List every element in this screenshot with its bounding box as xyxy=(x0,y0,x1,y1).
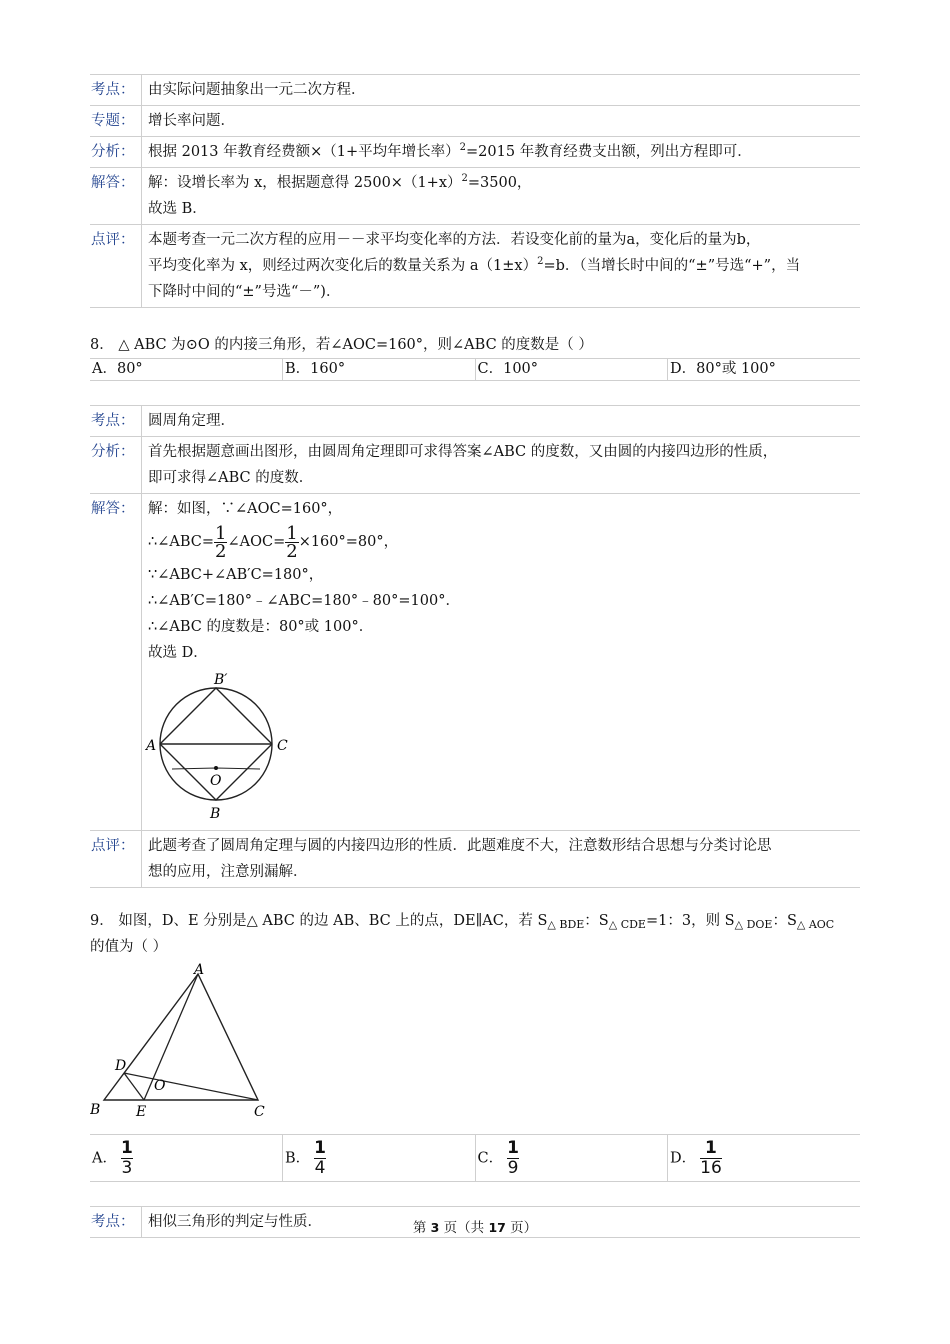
q7-kaodian-text: 由实际问题抽象出一元二次方程． xyxy=(142,75,861,106)
jieda-label: 解答： xyxy=(90,168,142,225)
q8-option-c[interactable]: C．100° xyxy=(475,359,668,381)
dianping-label: 点评： xyxy=(90,225,142,308)
q8-option-a[interactable]: A．80° xyxy=(90,359,283,381)
fraction-half: $\frac{1}{2}$ xyxy=(215,522,227,562)
q8-kaodian-row xyxy=(90,406,860,437)
q8-stem: 8． △ ABC 为⊙O 的内接三角形，若∠AOC=160°，则∠ABC 的度数是（ ） xyxy=(90,337,593,353)
q7-analysis-table xyxy=(90,74,860,308)
label-a: A xyxy=(194,962,205,978)
q8-option-d[interactable]: D．80°或 100° xyxy=(668,359,861,381)
q8-dianping-row xyxy=(90,831,860,888)
q9-stem: 9． 如图，D、E 分别是△ ABC 的边 AB、BC 上的点，DE∥AC，若 $S_{\triangle BDE}$：$S_{\triangle CDE}=1$：3，则 $S_{\triangle DOE}$：$S_{\triangle AOC}$ xyxy=(90,913,835,931)
label-a: A xyxy=(146,738,157,754)
label-e: E xyxy=(136,1104,147,1120)
q7-zhuanti-text: 增长率问题． xyxy=(142,106,861,137)
circle-figure xyxy=(144,668,304,828)
q9-options xyxy=(90,1134,860,1182)
triangle-figure xyxy=(90,962,290,1122)
q7-kaodian-row xyxy=(90,75,860,106)
q8-fenxi-row xyxy=(90,437,860,494)
q9-option-d[interactable]: D． $\frac{1}{16}$ xyxy=(668,1135,861,1182)
q7-fenxi-row xyxy=(90,137,860,168)
page-total: 17 xyxy=(488,1220,506,1235)
label-o: O xyxy=(154,1078,166,1094)
kaodian-label: 考点： xyxy=(90,406,142,437)
q8-dianping-text: 此题考查了圆周角定理与圆的内接四边形的性质．此题难度不大，注意数形结合思想与分类讨论思 想的应用，注意别漏解． xyxy=(142,831,861,888)
fenxi-label: 分析： xyxy=(90,137,142,168)
zhuanti-label: 专题： xyxy=(90,106,142,137)
q7-dianping-row xyxy=(90,225,860,308)
q9-kaodian-text: 相似三角形的判定与性质． xyxy=(142,1207,861,1238)
label-o: O xyxy=(210,773,222,789)
q8-jieda-text: 解：如图，∵∠AOC=160°， ∴∠ABC= $\frac{1}{2}$ ∠AOC= $\frac{1}{2}$ ×160°=80°， ∵∠ABC+∠AB′C=180°， ∴∠AB′C=180°﹣∠ABC=180°﹣80°=100°． ∴∠ABC 的度数是：80°或 100°． 故选 D． B′ A C O B xyxy=(142,494,861,831)
kaodian-label: 考点： xyxy=(90,1207,142,1238)
fraction-half: $\frac{1}{2}$ xyxy=(286,522,298,562)
q7-jieda-text: 解：设增长率为 x，根据题意得 $2500\times(1+x)^2=3500$， 故选 B． xyxy=(142,168,861,225)
jieda-label: 解答： xyxy=(90,494,142,831)
fenxi-label: 分析： xyxy=(90,437,142,494)
dianping-label: 点评： xyxy=(90,831,142,888)
q7-dianping-text: 本题考查一元二次方程的应用－－求平均变化率的方法．若设变化前的量为a，变化后的量为b， 平均变化率为 x，则经过两次变化后的数量关系为 $a(1\pm x)^2=b$．（当增长时中间的“±”号选“+”，当 下降时中间的“±”号选“－”)． xyxy=(142,225,861,308)
label-b-prime: B′ xyxy=(214,672,228,688)
label-c: C xyxy=(254,1104,265,1120)
page-number: 3 xyxy=(430,1220,440,1235)
q7-jieda-row xyxy=(90,168,860,225)
label-c: C xyxy=(277,738,288,754)
q8-option-b[interactable]: B．160° xyxy=(283,359,476,381)
q8-fenxi-text: 首先根据题意画出图形，由圆周角定理即可求得答案∠ABC 的度数，又由圆的内接四边形的性质， 即可求得∠ABC 的度数． xyxy=(142,437,861,494)
q7-fenxi-text: 根据 2013 年教育经费额×（1+平均年增长率）$^2$=2015 年教育经费支出额，列出方程即可． xyxy=(142,137,861,168)
q8-options xyxy=(90,358,860,381)
label-d: D xyxy=(115,1058,127,1074)
label-b: B xyxy=(90,1102,101,1118)
q7-zhuanti-row xyxy=(90,106,860,137)
q9-option-b[interactable]: B． $\frac{1}{4}$ xyxy=(283,1135,476,1182)
page-content xyxy=(90,74,860,1238)
q9-option-a[interactable]: A． $\frac{1}{3}$ xyxy=(90,1135,283,1182)
label-b: B xyxy=(210,806,221,822)
page-footer: 第 3 页（共 17 页） xyxy=(412,1220,538,1236)
kaodian-label: 考点： xyxy=(90,75,142,106)
q8-jieda-row xyxy=(90,494,860,831)
q9-option-c[interactable]: C． $\frac{1}{9}$ xyxy=(475,1135,668,1182)
q8-kaodian-text: 圆周角定理． xyxy=(142,406,861,437)
q8-analysis-table xyxy=(90,405,860,888)
q9-stem-line2: 的值为（ ） xyxy=(90,939,168,955)
